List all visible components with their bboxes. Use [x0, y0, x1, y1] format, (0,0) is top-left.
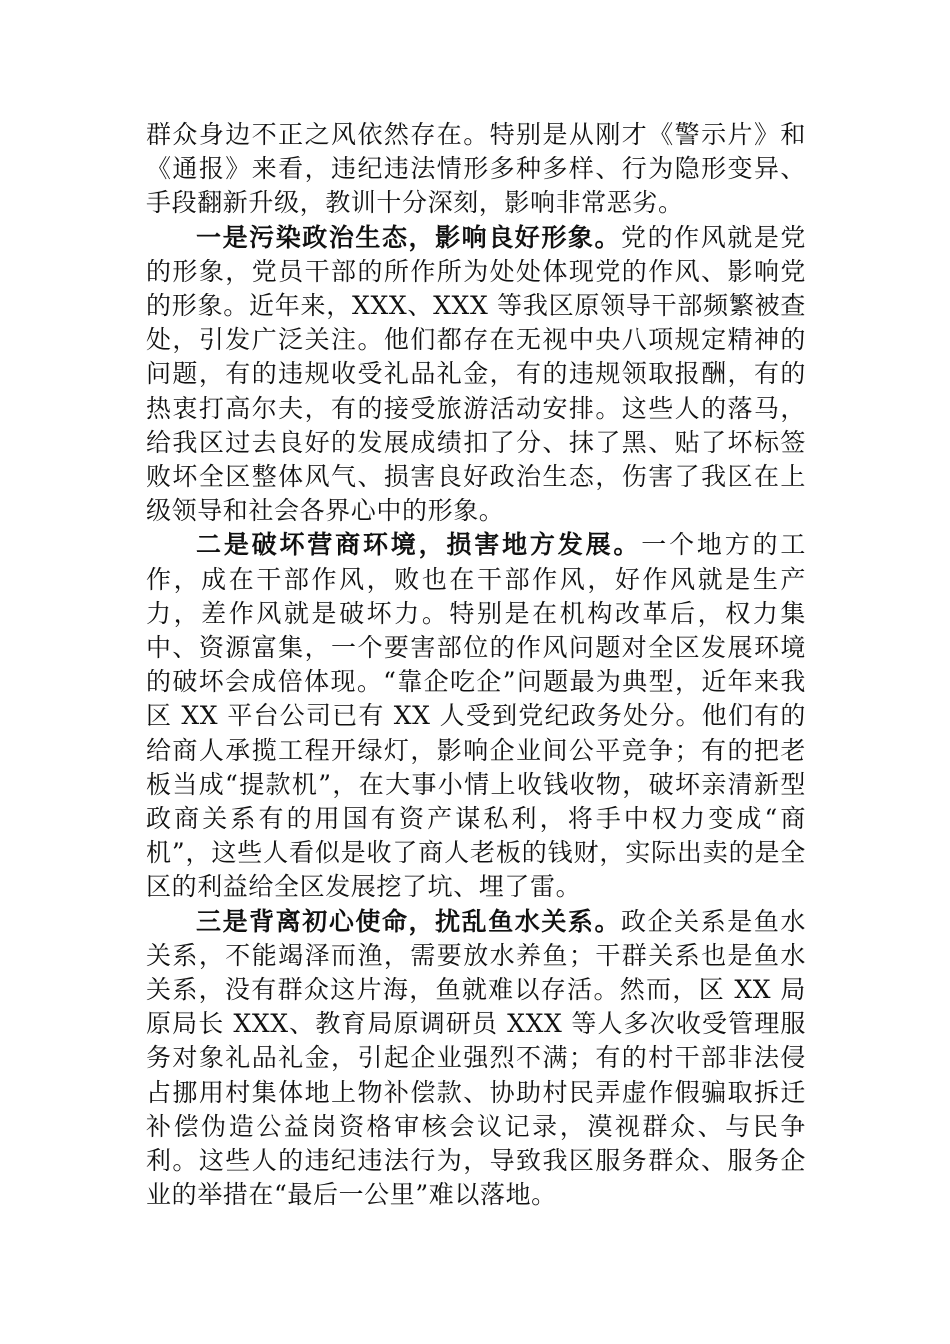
- point-three-heading: 三是背离初心使命，扰乱鱼水关系。: [196, 906, 622, 936]
- paragraph-point-one: [146, 221, 806, 529]
- point-two-text: 一个地方的工作，成在干部作风，败也在干部作风，好作风就是生产力，差作风就是破坏力。特别是在机构改革后，权力集中、资源富集，一个要害部位的作风问题对全区发展环境的破坏会成倍体现。“靠企吃企”问题最为典型，近年来我区 XX 平台公司已有 XX 人受到党纪政务处分。他们有的给商人承揽工程开绿灯，影响企业间公平竞争；有的把老板当成“提款机”，在大事小情上收钱收物，破坏亲清新型政商关系有的用国有资产谋私利，将手中权力变成“商机”，这些人看似是收了商人老板的钱财，实际出卖的是全区的利益给全区发展挖了坑、埋了雷。: [146, 530, 806, 902]
- paragraph-intro-text: 群众身边不正之风依然存在。特别是从刚才《警示片》和《通报》来看，违纪违法情形多种多样、行为隐形变异、手段翻新升级，教训十分深刻，影响非常恶劣。: [146, 120, 806, 218]
- point-three-text: 政企关系是鱼水关系，不能竭泽而渔，需要放水养鱼；干群关系也是鱼水关系，没有群众这片海，鱼就难以存活。然而，区 XX 局原局长 XXX、教育局原调研员 XXX 等人多次收受管理服务对象礼品礼金，引起企业强烈不满；有的村干部非法侵占挪用村集体地上物补偿款、协助村民弄虚作假骗取拆迁补偿伪造公益岗资格审核会议记录，漠视群众、与民争利。这些人的违纪违法行为，导致我区服务群众、服务企业的举措在“最后一公里”难以落地。: [146, 906, 806, 1210]
- paragraph-intro: [146, 118, 806, 221]
- paragraph-point-three: [146, 905, 806, 1213]
- paragraph-point-two: [146, 528, 806, 904]
- document-page: [146, 118, 806, 1213]
- point-one-text: 党的作风就是党的形象，党员干部的所作所为处处体现党的作风、影响党的形象。近年来，XXX、XXX 等我区原领导干部频繁被查处，引发广泛关注。他们都存在无视中央八项规定精神的问题，有的违规收受礼品礼金，有的违规领取报酬，有的热衷打高尔夫，有的接受旅游活动安排。这些人的落马，给我区过去良好的发展成绩扣了分、抹了黑、贴了坏标签败坏全区整体风气、损害良好政治生态，伤害了我区在上级领导和社会各界心中的形象。: [146, 222, 806, 526]
- point-two-heading: 二是破坏营商环境，损害地方发展。: [196, 530, 642, 560]
- point-one-heading: 一是污染政治生态，影响良好形象。: [196, 222, 622, 252]
